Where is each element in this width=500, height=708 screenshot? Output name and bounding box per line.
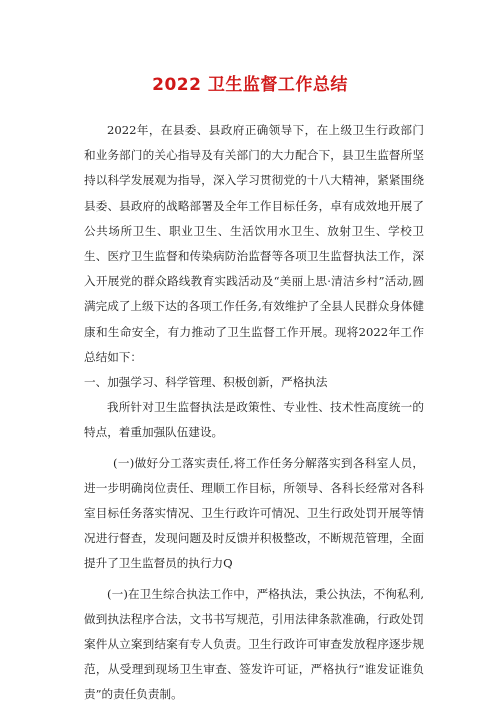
document-title: 2022 卫生监督工作总结 bbox=[152, 75, 348, 95]
subsection-paragraph-1: (一)做好分工落实责任,将工作任务分解落实到各科室人员，进一步明确岗位责任、理顺工作目标，所领导、各科长经常对各科室目标任务落实情况、卫生行政许可情况、卫生行政处罚开展等情况进行督查，发现问题及时反馈并积极整改，不断规范管理，全面提升了卫生监督员的执行力Q bbox=[84, 455, 424, 571]
intro-paragraph: 2022年，在县委、县政府正确领导下，在上级卫生行政部门和业务部门的关心指导及有关部门的大力配合下，县卫生监督所坚持以科学发展观为指导，深入学习贯彻党的十八大精神，紧紧围绕县委、县政府的战略部署及全年工作目标任务，卓有成效地开展了公共场所卫生、职业卫生、生活饮用水卫生、放射卫生、学校卫生、医疗卫生监督和传染病防治监督等各项卫生监督执法工作，深入开展党的群众路线教育实践活动及“美丽上思·清洁乡村”活动,圆满完成了上级下达的各项工作任务,有效维护了全县人民群众身体健康和生命安全，有力推动了卫生监督工作开展。现将2022年工作总结如下： bbox=[84, 123, 424, 364]
subsection-paragraph-2: (一)在卫生综合执法工作中，严格执法，秉公执法，不徇私利,做到执法程序合法，文书书写规范，引用法律条款准确，行政处罚案件从立案到结案有专人负责。卫生行政许可审查发放程序逐步规范，从受理到现场卫生审查、签发许可证，严格执行“谁发证谁负责”的责任负责制。 bbox=[84, 586, 424, 702]
document-body bbox=[84, 118, 424, 708]
section-paragraph: 我所针对卫生监督执法是政策性、专业性、技术性高度统一的特点，着重加强队伍建设。 bbox=[84, 400, 424, 440]
section-heading: 一、加强学习、科学管理、积极创新，严格执法 bbox=[84, 375, 328, 390]
